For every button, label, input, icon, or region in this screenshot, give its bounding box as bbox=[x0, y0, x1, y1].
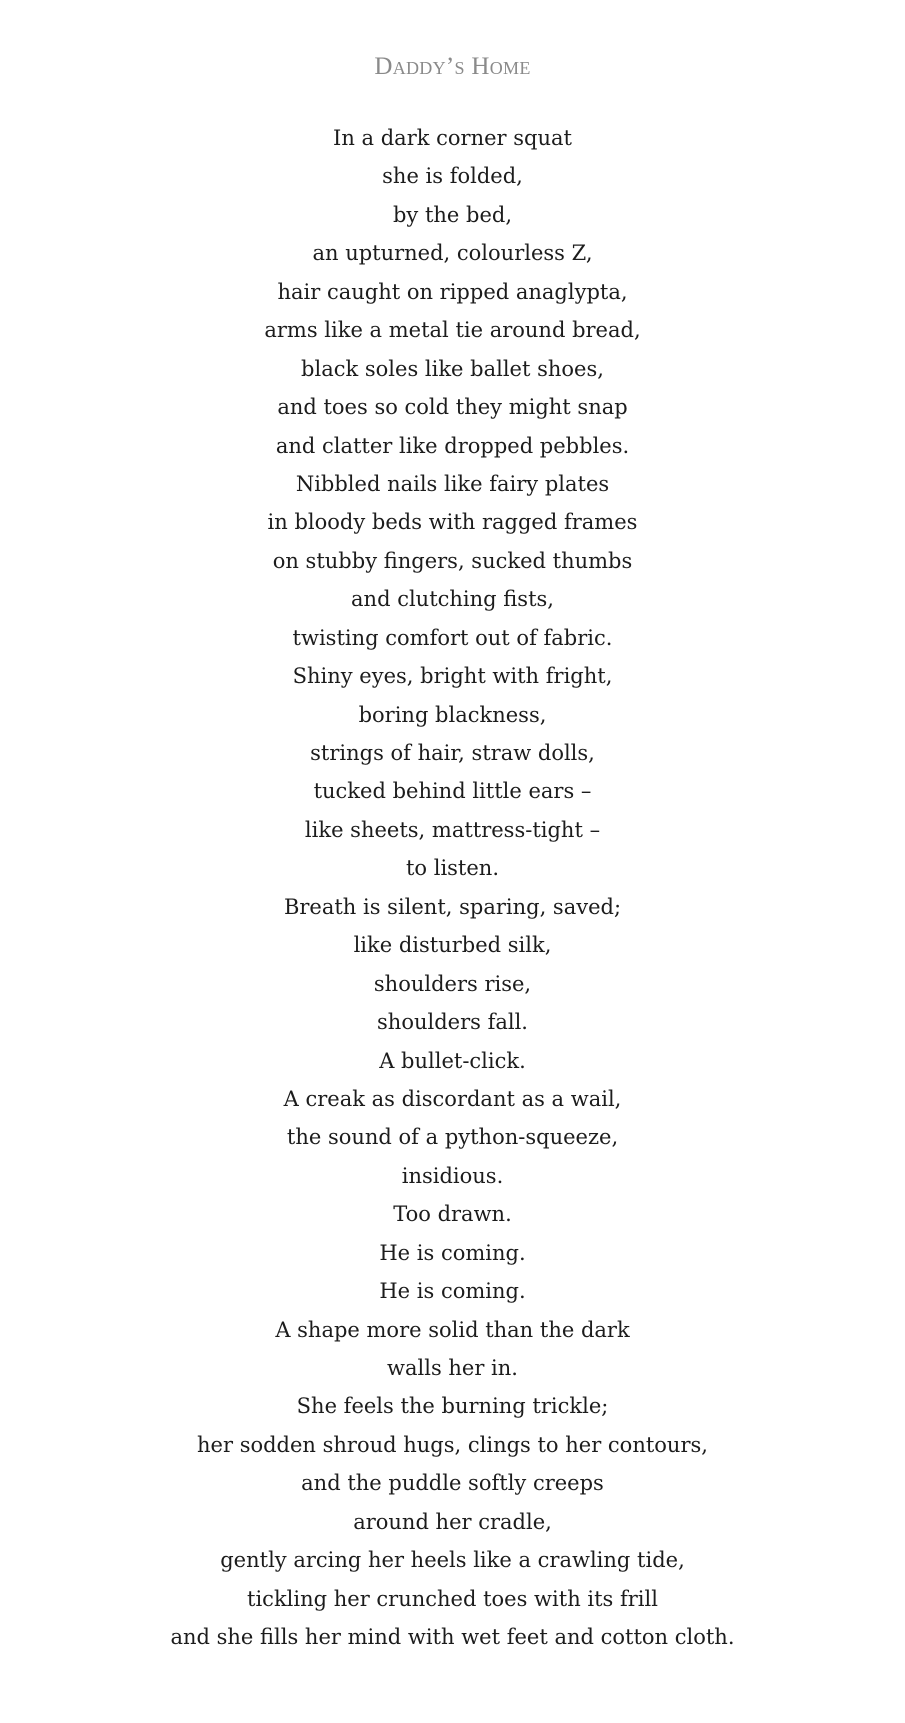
poem-line: shoulders fall. bbox=[377, 1010, 528, 1035]
poem-line: hair caught on ripped anaglypta, bbox=[277, 279, 628, 304]
poem-line: boring blackness, bbox=[358, 702, 547, 727]
poem-line: A bullet-click. bbox=[379, 1048, 526, 1073]
poem-line: and she fills her mind with wet feet and cotton cloth. bbox=[170, 1625, 735, 1650]
poem-line: her sodden shroud hugs, clings to her contours, bbox=[197, 1432, 708, 1457]
poem-line: strings of hair, straw dolls, bbox=[310, 741, 595, 765]
poem-line: on stubby fingers, sucked thumbs bbox=[272, 548, 633, 573]
poem-line: an upturned, colourless Z, bbox=[312, 241, 593, 266]
poem-line: shoulders rise, bbox=[373, 971, 532, 996]
poem-line: She feels the burning trickle; bbox=[296, 1394, 609, 1419]
poem-line: she is folded, bbox=[382, 164, 523, 189]
poem-line: A creak as discordant as a wail, bbox=[283, 1086, 622, 1111]
poem-line: and the puddle softly creeps bbox=[301, 1471, 604, 1496]
poem-line: In a dark corner squat bbox=[333, 126, 572, 150]
poem-line: like sheets, mattress-tight – bbox=[304, 817, 601, 842]
poem-line: in bloody beds with ragged frames bbox=[267, 510, 638, 535]
poem-line: and toes so cold they might snap bbox=[277, 395, 628, 420]
poem-line: by the bed, bbox=[392, 202, 513, 227]
poem-line: arms like a metal tie around bread, bbox=[264, 318, 641, 343]
poem-line: like disturbed silk, bbox=[353, 933, 552, 958]
poem-line: tickling her crunched toes with its frill bbox=[247, 1586, 658, 1611]
poem-line: Too drawn. bbox=[393, 1202, 512, 1227]
poem-line: black soles like ballet shoes, bbox=[301, 356, 604, 381]
poem-line: twisting comfort out of fabric. bbox=[292, 625, 613, 650]
poem-title: Daddy’s Home bbox=[374, 53, 531, 80]
poem-line: and clutching fists, bbox=[351, 587, 554, 612]
poem-line: around her cradle, bbox=[353, 1509, 552, 1534]
poem-line: He is coming. bbox=[379, 1240, 526, 1265]
poem-line: Nibbled nails like fairy plates bbox=[295, 471, 610, 496]
poem-line: gently arcing her heels like a crawling tide, bbox=[220, 1548, 685, 1573]
poem-line: A shape more solid than the dark bbox=[275, 1317, 630, 1342]
poem-line: Breath is silent, sparing, saved; bbox=[283, 894, 622, 919]
poem-line: He is coming. bbox=[379, 1279, 526, 1304]
poem-body bbox=[0, 119, 905, 1657]
poem-line: Shiny eyes, bright with fright, bbox=[292, 664, 613, 689]
poem-line: insidious. bbox=[401, 1163, 504, 1188]
poem-line: tucked behind little ears – bbox=[313, 779, 592, 804]
poem-line: the sound of a python-squeeze, bbox=[286, 1125, 619, 1150]
poem-line: and clatter like dropped pebbles. bbox=[275, 433, 630, 458]
poem-line: to listen. bbox=[405, 856, 500, 881]
poem-line: walls her in. bbox=[387, 1356, 518, 1380]
